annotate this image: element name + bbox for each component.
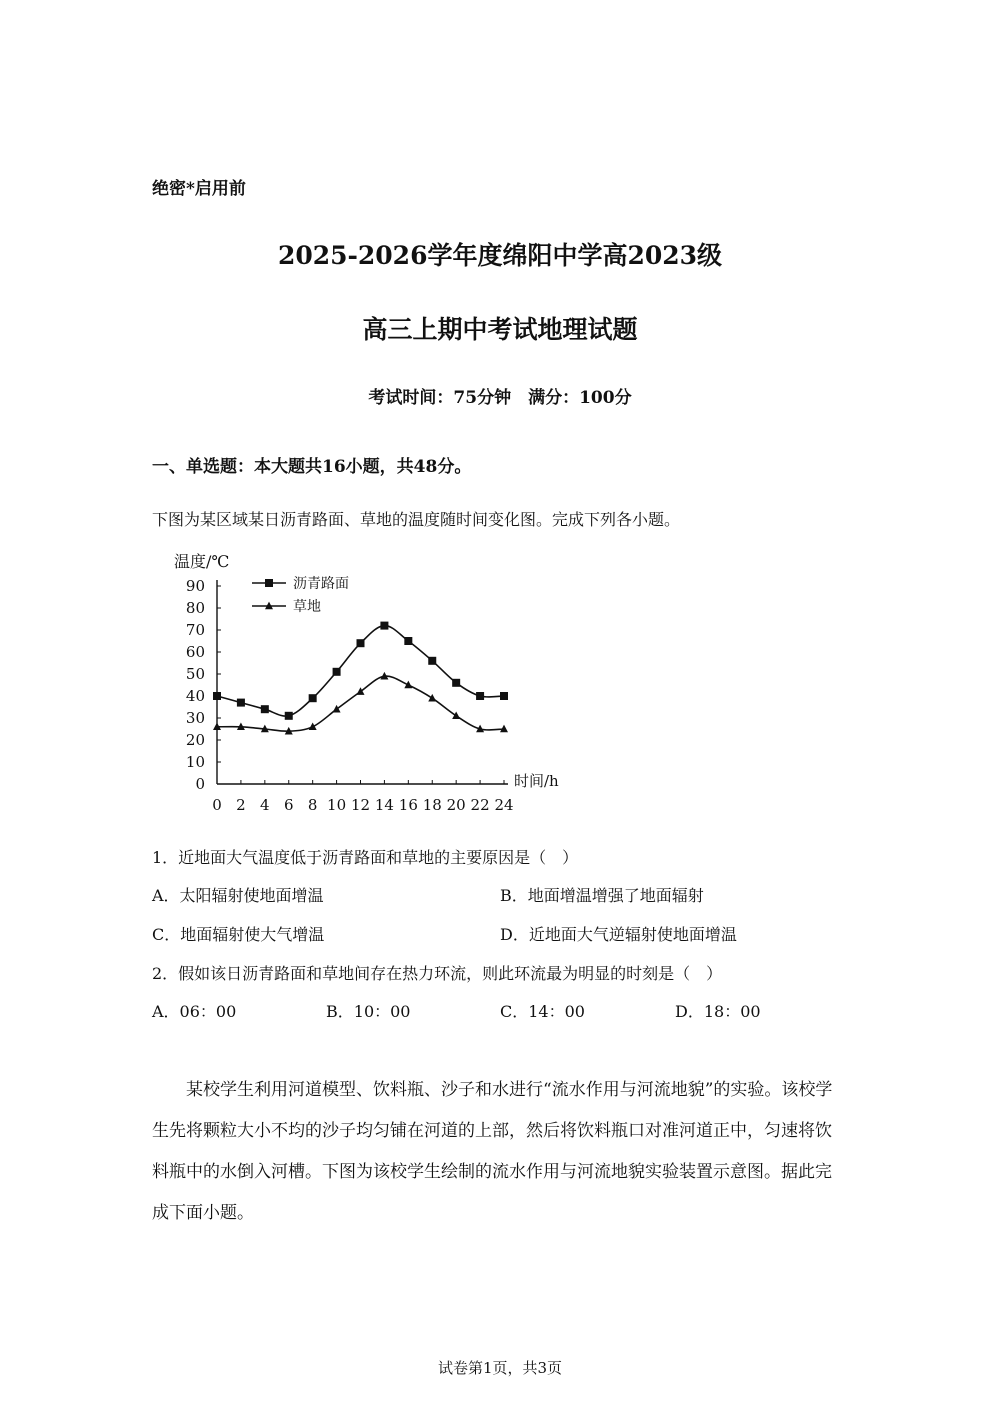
section-heading: 一、单选题：本大题共16小题，共48分。 xyxy=(152,457,472,477)
question-1-option-a[interactable]: A．太阳辐射使地面增温 xyxy=(152,886,324,905)
question-2-option-c[interactable]: C．14：00 xyxy=(500,1002,585,1021)
question-1-stem: 1．近地面大气温度低于沥青路面和草地的主要原因是（ ） xyxy=(152,848,579,867)
data-point-triangle xyxy=(452,711,460,719)
data-point-square xyxy=(500,692,508,700)
x-tick-label: 18 xyxy=(422,796,442,814)
y-tick-label: 10 xyxy=(185,753,205,771)
x-tick-label: 20 xyxy=(446,796,466,814)
legend-label-1: 沥青路面 xyxy=(293,576,349,592)
data-point-square xyxy=(309,694,317,702)
data-point-triangle xyxy=(333,705,341,713)
confidential-label: 绝密*启用前 xyxy=(152,179,246,199)
exam-title-line1: 2025-2026学年度绵阳中学高2023级 xyxy=(277,241,723,270)
data-point-triangle xyxy=(309,722,317,730)
y-tick-label: 40 xyxy=(185,687,205,705)
x-axis-label: 时间/h xyxy=(514,772,559,790)
x-tick-label: 4 xyxy=(260,796,270,814)
x-tick-label: 8 xyxy=(307,796,318,814)
data-point-square xyxy=(261,705,269,713)
exam-title-line2: 高三上期中考试地理试题 xyxy=(362,315,638,344)
data-point-square xyxy=(428,657,436,665)
question-1-option-b[interactable]: B．地面增温增强了地面辐射 xyxy=(500,886,704,905)
data-point-triangle xyxy=(428,694,436,702)
x-tick-label: 24 xyxy=(494,796,514,814)
data-point-square xyxy=(476,692,484,700)
y-tick-label: 30 xyxy=(185,709,205,727)
y-axis-label: 温度/℃ xyxy=(174,552,230,571)
x-tick-label: 6 xyxy=(283,796,294,814)
data-point-square xyxy=(357,639,365,647)
question-2-option-b[interactable]: B．10：00 xyxy=(326,1002,411,1021)
question-2-option-a[interactable]: A．06：00 xyxy=(152,1002,237,1021)
y-tick-label: 60 xyxy=(185,643,205,661)
data-point-square xyxy=(404,637,412,645)
series-line-1 xyxy=(217,626,504,717)
data-point-triangle xyxy=(357,687,365,695)
x-tick-label: 10 xyxy=(327,796,347,814)
temperature-chart xyxy=(168,545,588,830)
page-footer: 试卷第1页，共3页 xyxy=(437,1359,563,1377)
x-tick-label: 14 xyxy=(374,796,394,814)
y-tick-label: 20 xyxy=(185,731,205,749)
y-tick-label: 50 xyxy=(185,665,205,683)
question-intro: 下图为某区域某日沥青路面、草地的温度随时间变化图。完成下列各小题。 xyxy=(152,510,681,529)
y-tick-label: 80 xyxy=(185,599,205,617)
exam-info: 考试时间：75分钟 满分：100分 xyxy=(368,388,632,408)
data-point-square xyxy=(380,622,388,630)
data-point-square xyxy=(333,668,341,676)
x-tick-label: 16 xyxy=(398,796,418,814)
question-2-stem: 2．假如该日沥青路面和草地间存在热力环流，则此环流最为明显的时刻是（ ） xyxy=(152,964,723,983)
data-point-square xyxy=(237,699,245,707)
data-point-square xyxy=(213,692,221,700)
passage-2-text: 某校学生利用河道模型、饮料瓶、沙子和水进行“流水作用与河流地貌”的实验。该校学生先将颗粒大小不均的沙子均匀铺在河道的上部，然后将饮料瓶口对准河道正中，匀速将饮料瓶中的水倒入河槽。下图为该校学生绘制的流水作用与河流地貌实验装置示意图。据此完成下面小题。 xyxy=(152,1080,833,1223)
data-point-square xyxy=(452,679,460,687)
x-tick-label: 2 xyxy=(236,796,246,814)
passage-2 xyxy=(152,1070,847,1234)
data-point-square xyxy=(285,712,293,720)
question-1-option-c[interactable]: C．地面辐射使大气增温 xyxy=(152,925,325,944)
question-1-option-d[interactable]: D．近地面大气逆辐射使地面增温 xyxy=(500,925,737,944)
y-tick-label: 0 xyxy=(195,775,205,793)
question-2-option-d[interactable]: D．18：00 xyxy=(675,1002,761,1021)
y-tick-label: 70 xyxy=(185,621,205,639)
y-tick-label: 90 xyxy=(185,577,205,595)
x-tick-label: 12 xyxy=(350,796,371,814)
x-tick-label: 22 xyxy=(470,796,490,814)
legend-label-2: 草地 xyxy=(293,599,321,615)
x-tick-label: 0 xyxy=(212,796,222,814)
series-line-2 xyxy=(217,676,504,731)
data-point-square xyxy=(265,579,273,587)
